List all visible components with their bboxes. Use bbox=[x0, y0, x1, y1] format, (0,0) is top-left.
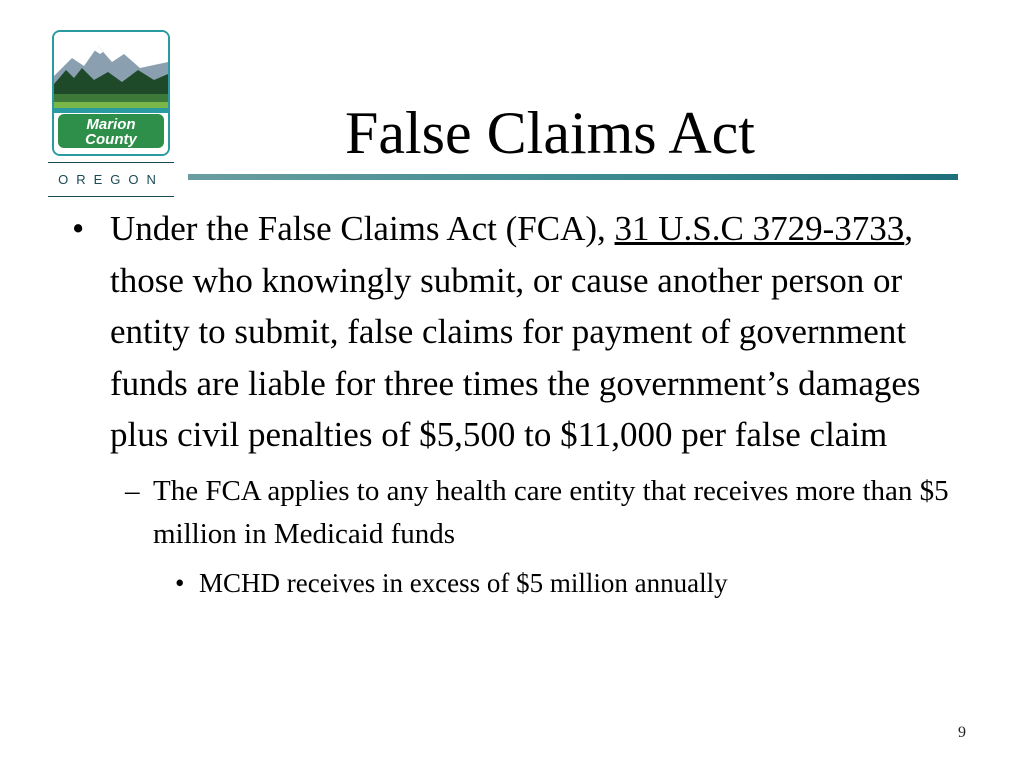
logo-state-name: OREGON bbox=[58, 172, 164, 187]
logo-divider-bottom bbox=[48, 196, 174, 197]
bullet1-text-after: , those who knowingly submit, or cause another person or entity to submit, false claims for payment of government funds are liable for three times the government’s damages plus civil penalties of $5,500 to $11,000 per false claim bbox=[110, 209, 921, 454]
bullet-dot-icon: • bbox=[72, 209, 85, 248]
mountain-landscape-icon bbox=[54, 32, 168, 154]
svg-text:County: County bbox=[85, 131, 137, 148]
bullet2-text: The FCA applies to any health care entity that receives more than $5 million in Medicaid funds bbox=[153, 474, 949, 550]
bullet1-text-before: Under the False Claims Act (FCA), bbox=[110, 209, 615, 248]
slide-title: False Claims Act bbox=[345, 100, 755, 166]
slide-body bbox=[70, 203, 970, 601]
logo-emblem bbox=[52, 30, 170, 156]
bullet-level3 bbox=[70, 565, 970, 601]
page-number: 9 bbox=[958, 724, 966, 741]
logo-divider-top bbox=[48, 162, 174, 163]
svg-text:Marion: Marion bbox=[86, 116, 136, 133]
statute-citation: 31 U.S.C 3729-3733 bbox=[614, 209, 905, 248]
bullet-level1 bbox=[70, 203, 970, 461]
bullet3-text: MCHD receives in excess of $5 million annually bbox=[199, 567, 728, 598]
dash-bullet-icon: – bbox=[125, 474, 140, 507]
title-underline-rule bbox=[188, 174, 958, 180]
bullet-level2 bbox=[70, 470, 970, 556]
marion-county-logo bbox=[48, 30, 174, 192]
bullet-dot-icon: • bbox=[175, 567, 185, 598]
